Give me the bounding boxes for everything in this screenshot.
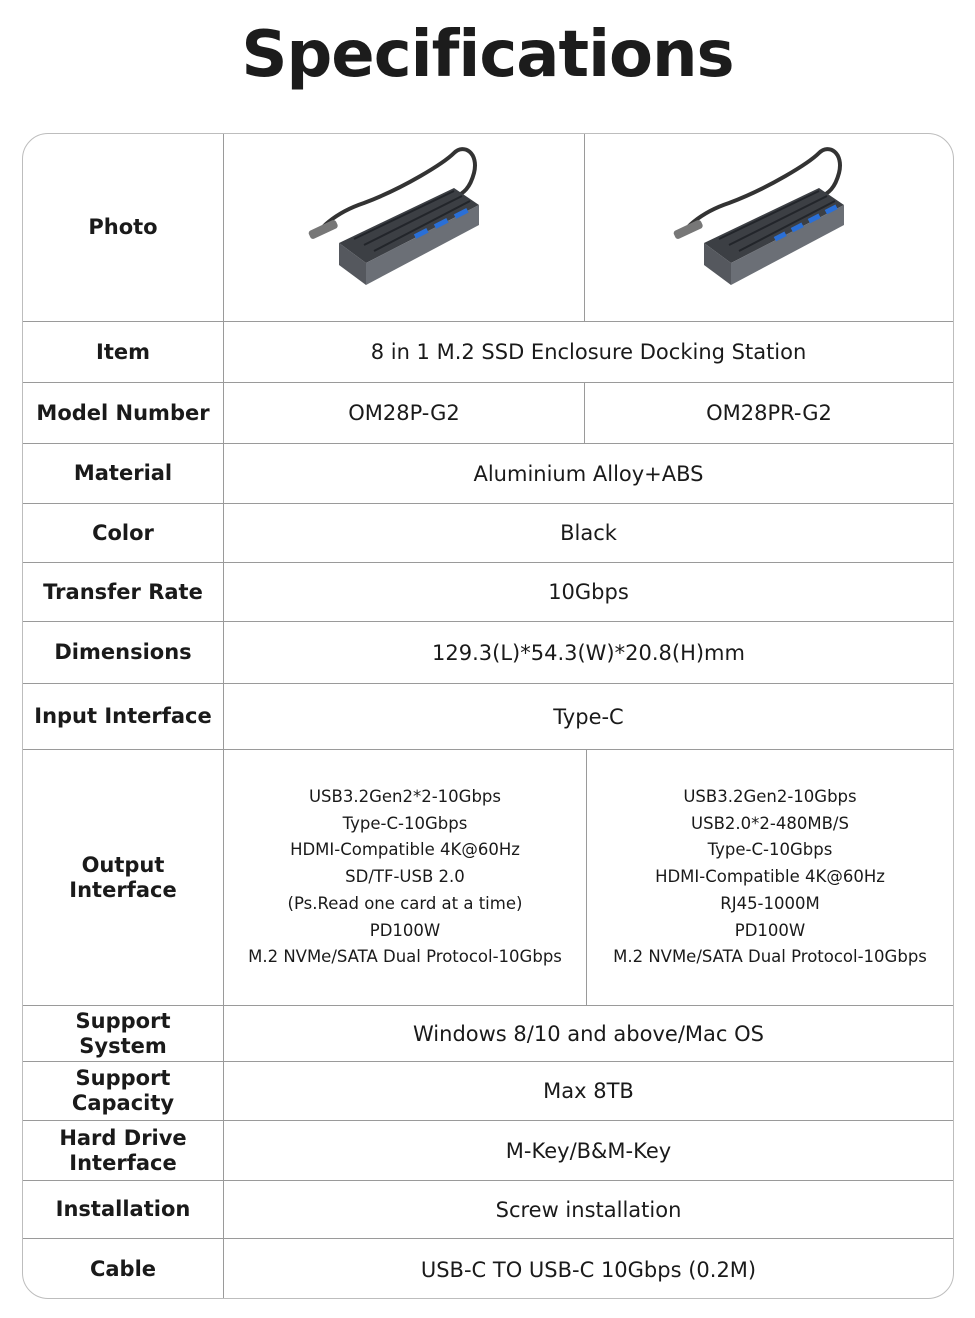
spec-table [22,133,954,1299]
row-support-capacity [23,1061,953,1120]
label-model-number: Model Number [23,383,224,443]
value-model-om28p: OM28P-G2 [224,383,585,443]
row-cable [23,1238,953,1299]
output-line: PD100W [734,920,806,940]
output-line: M.2 NVMe/SATA Dual Protocol-10Gbps [248,947,562,967]
label-input-interface: Input Interface [23,684,224,749]
photo-om28p [224,134,585,321]
row-material [23,443,953,503]
output-list-om28pr [613,784,927,972]
label-photo: Photo [23,134,224,321]
output-line: USB3.2Gen2-10Gbps [683,786,857,806]
row-transfer-rate [23,562,953,621]
value-color: Black [560,521,617,545]
value-model-om28pr: OM28PR-G2 [706,401,832,425]
row-hard-drive-interface [23,1120,953,1180]
row-input-interface [23,683,953,749]
label-hard-drive-interface: Hard Drive Interface [23,1121,224,1180]
row-dimensions [23,621,953,683]
value-material: Aluminium Alloy+ABS [473,461,704,486]
label-installation: Installation [23,1181,224,1238]
output-line: Type-C-10Gbps [342,813,468,833]
output-line: RJ45-1000M [720,893,820,913]
row-item [23,321,953,382]
label-output-interface: Output Interface [23,750,224,1005]
value-item: 8 in 1 M.2 SSD Enclosure Docking Station [370,340,807,364]
label-support-capacity: Support Capacity [23,1062,224,1120]
row-photo [23,134,953,321]
label-cable: Cable [23,1239,224,1299]
value-input-interface: Type-C [553,704,624,729]
value-dimensions: 129.3(L)*54.3(W)*20.8(H)mm [432,640,745,665]
value-transfer-rate: 10Gbps [548,580,629,604]
output-line: M.2 NVMe/SATA Dual Protocol-10Gbps [613,947,927,967]
value-support-capacity: Max 8TB [543,1079,634,1103]
value-hard-drive-interface: M-Key/B&M-Key [505,1138,672,1163]
value-output-om28p [224,750,587,1005]
photo-om28pr [585,134,953,321]
output-line: USB3.2Gen2*2-10Gbps [308,786,501,806]
label-color: Color [23,504,224,562]
label-support-system: Support System [23,1006,224,1061]
page-title: Specifications [241,18,734,92]
output-line: USB2.0*2-480MB/S [691,813,849,833]
row-support-system [23,1005,953,1061]
row-output-interface [23,749,953,1005]
value-installation: Screw installation [495,1197,682,1222]
label-material: Material [23,444,224,503]
row-model-number [23,382,953,443]
output-list-om28p [248,784,562,972]
output-line: (Ps.Read one card at a time) [287,893,523,913]
output-line: Type-C-10Gbps [707,840,833,860]
output-line: SD/TF-USB 2.0 [345,867,465,887]
row-color [23,503,953,562]
output-line: PD100W [369,920,441,940]
label-transfer-rate: Transfer Rate [23,563,224,621]
value-cable: USB-C TO USB-C 10Gbps (0.2M) [420,1257,757,1282]
output-line: HDMI-Compatible 4K@60Hz [290,840,520,860]
value-support-system: Windows 8/10 and above/Mac OS [413,1021,764,1046]
docking-station-image-icon [669,143,869,313]
label-dimensions: Dimensions [23,622,224,683]
value-output-om28pr [587,750,953,1005]
row-installation [23,1180,953,1238]
output-line: HDMI-Compatible 4K@60Hz [655,867,885,887]
docking-station-image-icon [304,143,504,313]
label-item: Item [23,322,224,382]
